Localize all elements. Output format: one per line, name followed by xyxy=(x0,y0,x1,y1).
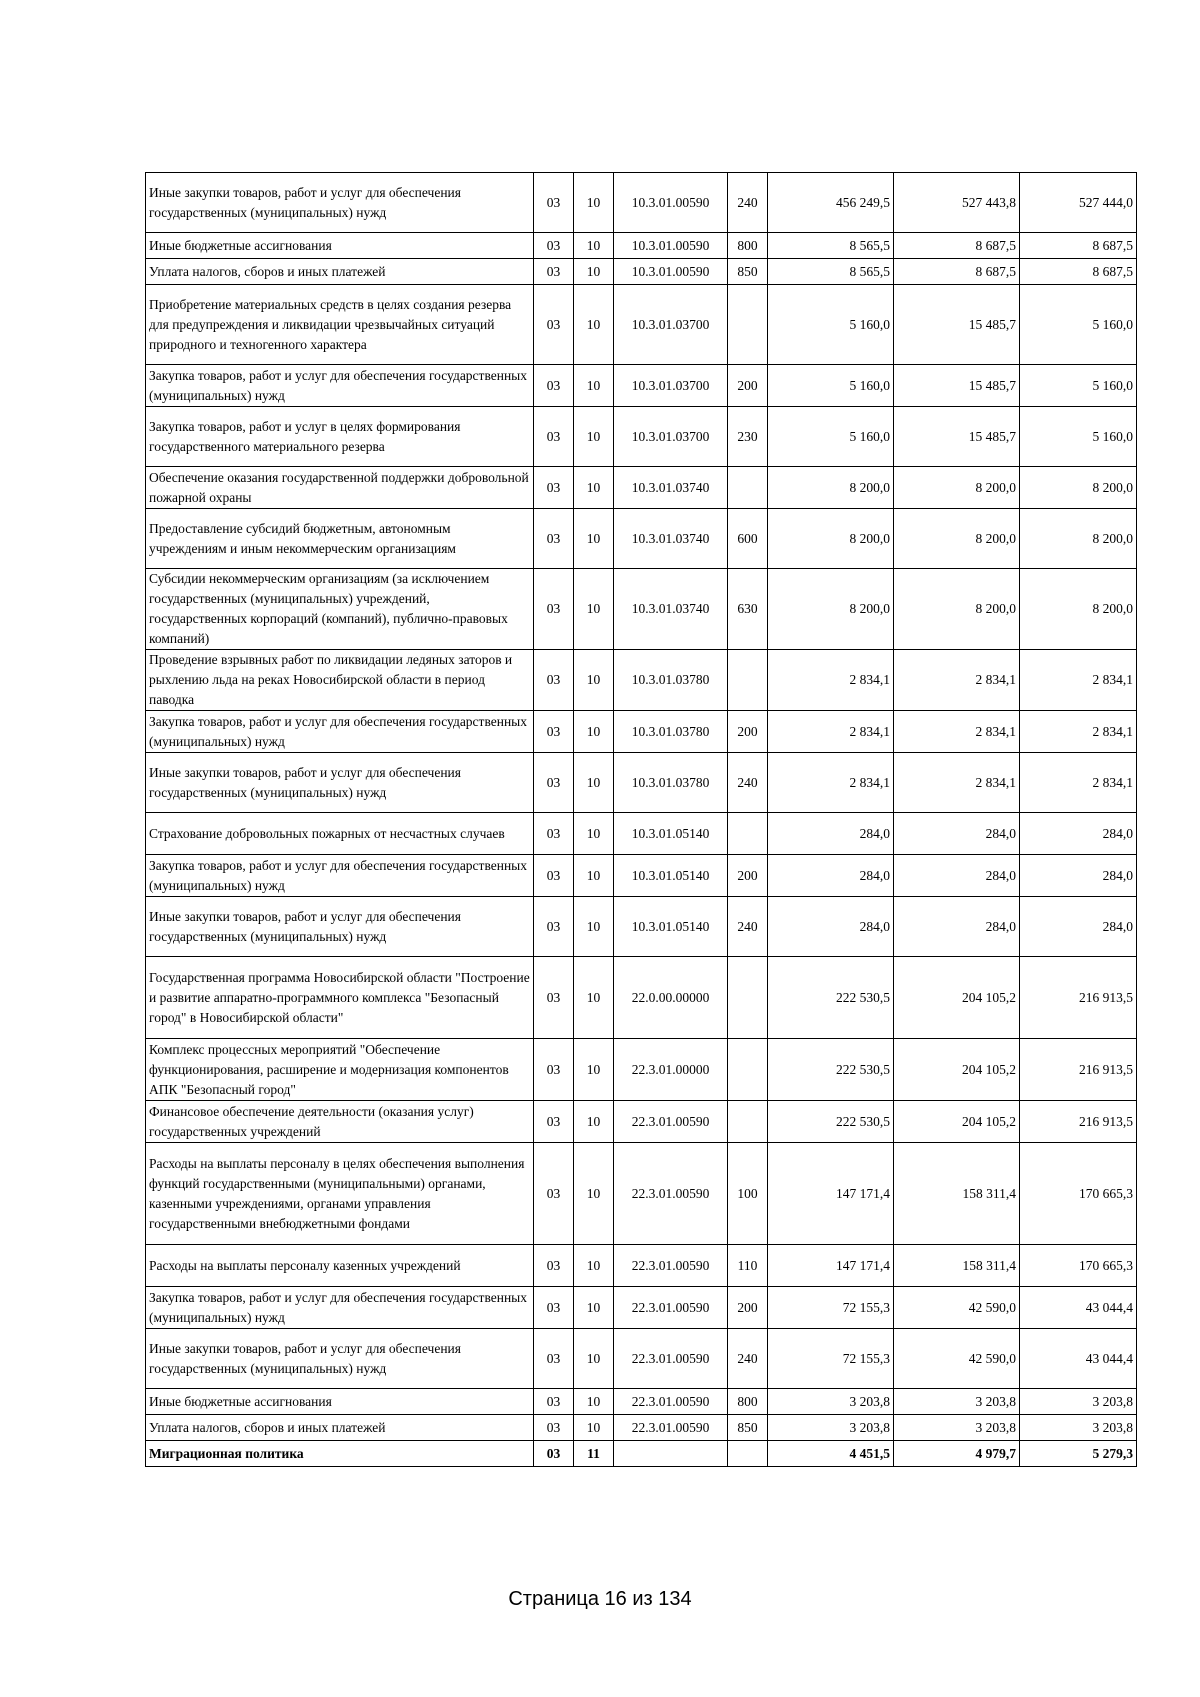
cell-amount-year-3: 8 200,0 xyxy=(1020,509,1137,569)
cell-name: Финансовое обеспечение деятельности (оказания услуг) государственных учреждений xyxy=(146,1101,534,1143)
table-row xyxy=(146,957,1137,1039)
table-row xyxy=(146,1441,1137,1467)
cell-expense-type: 240 xyxy=(728,753,768,813)
cell-expense-type: 600 xyxy=(728,509,768,569)
cell-section: 03 xyxy=(534,233,574,259)
cell-amount-year-2: 158 311,4 xyxy=(894,1245,1020,1287)
cell-amount-year-3: 170 665,3 xyxy=(1020,1143,1137,1245)
table-row xyxy=(146,711,1137,753)
cell-amount-year-1: 72 155,3 xyxy=(768,1287,894,1329)
cell-amount-year-3: 5 160,0 xyxy=(1020,365,1137,407)
cell-section: 03 xyxy=(534,365,574,407)
cell-name: Закупка товаров, работ и услуг для обеспечения государственных (муниципальных) нужд xyxy=(146,855,534,897)
cell-expense-type: 200 xyxy=(728,1287,768,1329)
cell-amount-year-2: 42 590,0 xyxy=(894,1287,1020,1329)
cell-subsection: 10 xyxy=(574,711,614,753)
cell-amount-year-3: 284,0 xyxy=(1020,897,1137,957)
cell-name: Комплекс процессных мероприятий "Обеспечение функционирования, расширение и модернизация компонентов АПК "Безопасный город" xyxy=(146,1039,534,1101)
cell-target-article: 22.3.01.00590 xyxy=(614,1101,728,1143)
table-row xyxy=(146,1415,1137,1441)
cell-section: 03 xyxy=(534,1039,574,1101)
cell-amount-year-2: 15 485,7 xyxy=(894,285,1020,365)
cell-amount-year-3: 216 913,5 xyxy=(1020,1101,1137,1143)
table-row xyxy=(146,1329,1137,1389)
table-row xyxy=(146,855,1137,897)
cell-expense-type: 240 xyxy=(728,1329,768,1389)
cell-subsection: 10 xyxy=(574,233,614,259)
cell-amount-year-3: 5 160,0 xyxy=(1020,407,1137,467)
table-row xyxy=(146,1245,1137,1287)
cell-expense-type: 850 xyxy=(728,259,768,285)
cell-target-article: 10.3.01.03780 xyxy=(614,711,728,753)
cell-amount-year-3: 8 687,5 xyxy=(1020,233,1137,259)
cell-subsection: 10 xyxy=(574,1389,614,1415)
cell-section: 03 xyxy=(534,285,574,365)
cell-amount-year-1: 2 834,1 xyxy=(768,650,894,711)
cell-name: Миграционная политика xyxy=(146,1441,534,1467)
cell-section: 03 xyxy=(534,753,574,813)
cell-amount-year-1: 284,0 xyxy=(768,855,894,897)
cell-amount-year-3: 284,0 xyxy=(1020,855,1137,897)
cell-amount-year-1: 72 155,3 xyxy=(768,1329,894,1389)
cell-section: 03 xyxy=(534,407,574,467)
cell-subsection: 10 xyxy=(574,957,614,1039)
cell-amount-year-3: 8 200,0 xyxy=(1020,467,1137,509)
cell-amount-year-3: 43 044,4 xyxy=(1020,1329,1137,1389)
cell-name: Закупка товаров, работ и услуг для обеспечения государственных (муниципальных) нужд xyxy=(146,1287,534,1329)
cell-target-article: 10.3.01.05140 xyxy=(614,897,728,957)
cell-amount-year-2: 8 200,0 xyxy=(894,569,1020,650)
cell-amount-year-1: 5 160,0 xyxy=(768,365,894,407)
cell-section: 03 xyxy=(534,1329,574,1389)
cell-amount-year-3: 284,0 xyxy=(1020,813,1137,855)
cell-amount-year-2: 3 203,8 xyxy=(894,1389,1020,1415)
cell-target-article: 10.3.01.03780 xyxy=(614,753,728,813)
cell-amount-year-3: 2 834,1 xyxy=(1020,650,1137,711)
cell-subsection: 10 xyxy=(574,1287,614,1329)
cell-amount-year-2: 2 834,1 xyxy=(894,650,1020,711)
cell-subsection: 10 xyxy=(574,650,614,711)
cell-target-article: 22.0.00.00000 xyxy=(614,957,728,1039)
cell-section: 03 xyxy=(534,1101,574,1143)
cell-expense-type xyxy=(728,1441,768,1467)
cell-expense-type: 100 xyxy=(728,1143,768,1245)
cell-subsection: 10 xyxy=(574,285,614,365)
cell-name: Закупка товаров, работ и услуг для обеспечения государственных (муниципальных) нужд xyxy=(146,711,534,753)
cell-target-article: 10.3.01.03740 xyxy=(614,467,728,509)
cell-amount-year-1: 5 160,0 xyxy=(768,285,894,365)
cell-name: Иные бюджетные ассигнования xyxy=(146,233,534,259)
cell-section: 03 xyxy=(534,897,574,957)
cell-amount-year-2: 15 485,7 xyxy=(894,407,1020,467)
cell-amount-year-1: 8 200,0 xyxy=(768,509,894,569)
cell-amount-year-1: 3 203,8 xyxy=(768,1415,894,1441)
cell-target-article: 22.3.01.00590 xyxy=(614,1389,728,1415)
cell-amount-year-2: 8 200,0 xyxy=(894,509,1020,569)
cell-target-article: 22.3.01.00590 xyxy=(614,1143,728,1245)
cell-amount-year-1: 5 160,0 xyxy=(768,407,894,467)
cell-expense-type: 800 xyxy=(728,1389,768,1415)
table-row xyxy=(146,650,1137,711)
cell-section: 03 xyxy=(534,650,574,711)
cell-amount-year-3: 527 444,0 xyxy=(1020,173,1137,233)
cell-expense-type: 240 xyxy=(728,897,768,957)
table-row xyxy=(146,753,1137,813)
cell-name: Уплата налогов, сборов и иных платежей xyxy=(146,1415,534,1441)
cell-name: Расходы на выплаты персоналу казенных учреждений xyxy=(146,1245,534,1287)
cell-section: 03 xyxy=(534,509,574,569)
cell-name: Государственная программа Новосибирской области "Построение и развитие аппаратно-программного комплекса "Безопасный город" в Новосибирской области" xyxy=(146,957,534,1039)
cell-amount-year-1: 147 171,4 xyxy=(768,1143,894,1245)
cell-amount-year-2: 8 200,0 xyxy=(894,467,1020,509)
cell-target-article: 10.3.01.03700 xyxy=(614,407,728,467)
table-row xyxy=(146,173,1137,233)
cell-section: 03 xyxy=(534,467,574,509)
cell-subsection: 10 xyxy=(574,753,614,813)
cell-expense-type xyxy=(728,1101,768,1143)
cell-subsection: 10 xyxy=(574,365,614,407)
table-row xyxy=(146,233,1137,259)
cell-target-article: 22.3.01.00000 xyxy=(614,1039,728,1101)
cell-amount-year-2: 4 979,7 xyxy=(894,1441,1020,1467)
cell-amount-year-1: 222 530,5 xyxy=(768,1039,894,1101)
cell-amount-year-1: 2 834,1 xyxy=(768,711,894,753)
table-row xyxy=(146,509,1137,569)
cell-amount-year-2: 158 311,4 xyxy=(894,1143,1020,1245)
cell-section: 03 xyxy=(534,1441,574,1467)
cell-section: 03 xyxy=(534,1415,574,1441)
cell-amount-year-3: 8 200,0 xyxy=(1020,569,1137,650)
cell-expense-type: 230 xyxy=(728,407,768,467)
cell-target-article xyxy=(614,1441,728,1467)
cell-name: Проведение взрывных работ по ликвидации ледяных заторов и рыхлению льда на реках Новосибирской области в период паводка xyxy=(146,650,534,711)
table-row xyxy=(146,1287,1137,1329)
table-row xyxy=(146,1143,1137,1245)
cell-subsection: 10 xyxy=(574,855,614,897)
cell-name: Приобретение материальных средств в целях создания резерва для предупреждения и ликвидации чрезвычайных ситуаций природного и техногенного характера xyxy=(146,285,534,365)
cell-name: Закупка товаров, работ и услуг для обеспечения государственных (муниципальных) нужд xyxy=(146,365,534,407)
cell-amount-year-2: 8 687,5 xyxy=(894,259,1020,285)
cell-expense-type: 200 xyxy=(728,711,768,753)
cell-expense-type: 200 xyxy=(728,855,768,897)
cell-amount-year-2: 3 203,8 xyxy=(894,1415,1020,1441)
cell-amount-year-1: 8 565,5 xyxy=(768,259,894,285)
cell-name: Иные закупки товаров, работ и услуг для обеспечения государственных (муниципальных) нужд xyxy=(146,1329,534,1389)
cell-target-article: 10.3.01.05140 xyxy=(614,813,728,855)
cell-amount-year-3: 5 160,0 xyxy=(1020,285,1137,365)
cell-name: Страхование добровольных пожарных от несчастных случаев xyxy=(146,813,534,855)
cell-section: 03 xyxy=(534,813,574,855)
cell-amount-year-1: 284,0 xyxy=(768,897,894,957)
cell-amount-year-1: 222 530,5 xyxy=(768,957,894,1039)
cell-subsection: 10 xyxy=(574,813,614,855)
cell-target-article: 10.3.01.03740 xyxy=(614,509,728,569)
cell-target-article: 22.3.01.00590 xyxy=(614,1329,728,1389)
page-number: Страница 16 из 134 xyxy=(508,1588,692,1610)
cell-amount-year-1: 284,0 xyxy=(768,813,894,855)
cell-name: Расходы на выплаты персоналу в целях обеспечения выполнения функций государственными (муниципальными) органами, казенными учреждениями, органами управления государственными внебюджетными фондами xyxy=(146,1143,534,1245)
cell-amount-year-2: 8 687,5 xyxy=(894,233,1020,259)
cell-amount-year-1: 3 203,8 xyxy=(768,1389,894,1415)
cell-amount-year-1: 222 530,5 xyxy=(768,1101,894,1143)
cell-expense-type xyxy=(728,1039,768,1101)
cell-amount-year-3: 2 834,1 xyxy=(1020,753,1137,813)
cell-expense-type: 240 xyxy=(728,173,768,233)
cell-section: 03 xyxy=(534,957,574,1039)
table-row xyxy=(146,1039,1137,1101)
cell-amount-year-1: 8 200,0 xyxy=(768,569,894,650)
cell-subsection: 10 xyxy=(574,259,614,285)
cell-target-article: 10.3.01.03780 xyxy=(614,650,728,711)
cell-name: Обеспечение оказания государственной поддержки добровольной пожарной охраны xyxy=(146,467,534,509)
cell-amount-year-2: 42 590,0 xyxy=(894,1329,1020,1389)
cell-subsection: 10 xyxy=(574,1039,614,1101)
cell-target-article: 10.3.01.05140 xyxy=(614,855,728,897)
cell-expense-type xyxy=(728,650,768,711)
cell-name: Предоставление субсидий бюджетным, автономным учреждениям и иным некоммерческим организациям xyxy=(146,509,534,569)
cell-amount-year-2: 284,0 xyxy=(894,813,1020,855)
cell-amount-year-2: 204 105,2 xyxy=(894,1101,1020,1143)
table-row xyxy=(146,813,1137,855)
cell-expense-type xyxy=(728,813,768,855)
cell-expense-type: 630 xyxy=(728,569,768,650)
cell-target-article: 22.3.01.00590 xyxy=(614,1287,728,1329)
cell-section: 03 xyxy=(534,855,574,897)
cell-amount-year-1: 456 249,5 xyxy=(768,173,894,233)
cell-amount-year-3: 43 044,4 xyxy=(1020,1287,1137,1329)
cell-amount-year-3: 170 665,3 xyxy=(1020,1245,1137,1287)
cell-expense-type xyxy=(728,467,768,509)
cell-section: 03 xyxy=(534,1143,574,1245)
cell-target-article: 22.3.01.00590 xyxy=(614,1245,728,1287)
cell-name: Уплата налогов, сборов и иных платежей xyxy=(146,259,534,285)
cell-subsection: 10 xyxy=(574,407,614,467)
cell-name: Иные закупки товаров, работ и услуг для обеспечения государственных (муниципальных) нужд xyxy=(146,173,534,233)
cell-subsection: 10 xyxy=(574,173,614,233)
cell-expense-type xyxy=(728,285,768,365)
cell-section: 03 xyxy=(534,173,574,233)
table-row xyxy=(146,259,1137,285)
cell-section: 03 xyxy=(534,569,574,650)
cell-subsection: 10 xyxy=(574,1415,614,1441)
cell-subsection: 10 xyxy=(574,467,614,509)
cell-subsection: 10 xyxy=(574,509,614,569)
table-row xyxy=(146,467,1137,509)
cell-amount-year-2: 2 834,1 xyxy=(894,753,1020,813)
table-row xyxy=(146,365,1137,407)
cell-expense-type xyxy=(728,957,768,1039)
cell-target-article: 10.3.01.03700 xyxy=(614,285,728,365)
cell-amount-year-1: 8 200,0 xyxy=(768,467,894,509)
cell-name: Иные закупки товаров, работ и услуг для обеспечения государственных (муниципальных) нужд xyxy=(146,753,534,813)
cell-amount-year-2: 284,0 xyxy=(894,897,1020,957)
table-row xyxy=(146,285,1137,365)
cell-section: 03 xyxy=(534,1287,574,1329)
cell-amount-year-3: 3 203,8 xyxy=(1020,1415,1137,1441)
table-row xyxy=(146,897,1137,957)
cell-amount-year-2: 527 443,8 xyxy=(894,173,1020,233)
cell-amount-year-3: 2 834,1 xyxy=(1020,711,1137,753)
cell-section: 03 xyxy=(534,1389,574,1415)
cell-name: Закупка товаров, работ и услуг в целях формирования государственного материального резерва xyxy=(146,407,534,467)
cell-amount-year-3: 3 203,8 xyxy=(1020,1389,1137,1415)
budget-table xyxy=(145,172,1137,1467)
cell-amount-year-3: 8 687,5 xyxy=(1020,259,1137,285)
cell-section: 03 xyxy=(534,711,574,753)
cell-target-article: 10.3.01.00590 xyxy=(614,233,728,259)
cell-expense-type: 200 xyxy=(728,365,768,407)
cell-amount-year-2: 204 105,2 xyxy=(894,957,1020,1039)
cell-target-article: 10.3.01.00590 xyxy=(614,259,728,285)
cell-target-article: 10.3.01.03700 xyxy=(614,365,728,407)
cell-subsection: 10 xyxy=(574,897,614,957)
cell-subsection: 10 xyxy=(574,1245,614,1287)
cell-expense-type: 800 xyxy=(728,233,768,259)
cell-amount-year-1: 8 565,5 xyxy=(768,233,894,259)
table-row xyxy=(146,1101,1137,1143)
table-row xyxy=(146,1389,1137,1415)
cell-subsection: 10 xyxy=(574,1143,614,1245)
table-row xyxy=(146,569,1137,650)
cell-target-article: 10.3.01.03740 xyxy=(614,569,728,650)
cell-name: Субсидии некоммерческим организациям (за исключением государственных (муниципальных) учреждений, государственных корпораций (компаний), публично-правовых компаний) xyxy=(146,569,534,650)
cell-subsection: 10 xyxy=(574,1329,614,1389)
cell-amount-year-1: 4 451,5 xyxy=(768,1441,894,1467)
cell-amount-year-2: 204 105,2 xyxy=(894,1039,1020,1101)
cell-expense-type: 110 xyxy=(728,1245,768,1287)
cell-amount-year-2: 15 485,7 xyxy=(894,365,1020,407)
cell-subsection: 10 xyxy=(574,1101,614,1143)
cell-amount-year-2: 284,0 xyxy=(894,855,1020,897)
cell-amount-year-2: 2 834,1 xyxy=(894,711,1020,753)
cell-target-article: 10.3.01.00590 xyxy=(614,173,728,233)
cell-amount-year-3: 216 913,5 xyxy=(1020,1039,1137,1101)
cell-subsection: 11 xyxy=(574,1441,614,1467)
cell-target-article: 22.3.01.00590 xyxy=(614,1415,728,1441)
cell-section: 03 xyxy=(534,259,574,285)
cell-amount-year-1: 147 171,4 xyxy=(768,1245,894,1287)
cell-amount-year-3: 216 913,5 xyxy=(1020,957,1137,1039)
table-row xyxy=(146,407,1137,467)
cell-amount-year-3: 5 279,3 xyxy=(1020,1441,1137,1467)
cell-name: Иные бюджетные ассигнования xyxy=(146,1389,534,1415)
cell-amount-year-1: 2 834,1 xyxy=(768,753,894,813)
cell-subsection: 10 xyxy=(574,569,614,650)
cell-name: Иные закупки товаров, работ и услуг для обеспечения государственных (муниципальных) нужд xyxy=(146,897,534,957)
cell-section: 03 xyxy=(534,1245,574,1287)
cell-expense-type: 850 xyxy=(728,1415,768,1441)
